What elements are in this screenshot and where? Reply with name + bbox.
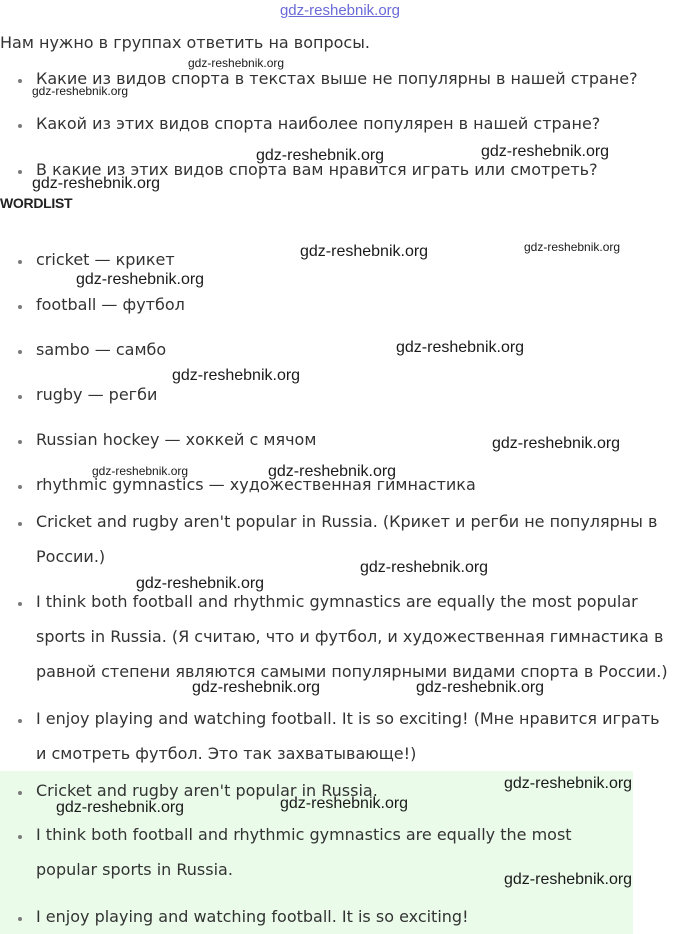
answer-text: I think both football and rhythmic gymnastics are equally the most popular sports in Russia. (Я считаю, что и футбол, и художественная гимнастика в равной степени являются самыми популярными видами спорта в России.) [36, 592, 668, 681]
answer-text: Cricket and rugby aren't popular in Russia. (Крикет и регби не популярны в России.) [36, 512, 658, 566]
watermark: gdz-reshebnik.org [396, 339, 525, 356]
bullet-icon [18, 350, 22, 354]
watermark: gdz-reshebnik.org [504, 871, 633, 888]
wordlist-entry: rugby — регби [36, 385, 158, 404]
watermark: gdz-reshebnik.org [300, 243, 429, 260]
bullet-icon [18, 485, 22, 489]
bullet-icon [18, 719, 22, 723]
wordlist-entry: Russian hockey — хоккей с мячом [36, 430, 317, 449]
watermark: gdz-reshebnik.org [56, 799, 185, 816]
wordlist-entry: football — футбол [36, 295, 185, 314]
watermark: gdz-reshebnik.org [492, 435, 621, 452]
answer-text: I enjoy playing and watching football. It is so exciting! [36, 907, 469, 926]
bullet-icon [18, 602, 22, 606]
question-text: В какие из этих видов спорта вам нравится играть или смотреть? [36, 160, 598, 179]
bullet-icon [18, 791, 22, 795]
answer-text: I enjoy playing and watching football. It is so exciting! (Мне нравится играть и смотреть футбол. Это так захватывающе!) [36, 709, 660, 763]
site-link[interactable]: gdz-reshebnik.org [279, 2, 401, 19]
watermark: gdz-reshebnik.org [268, 463, 397, 480]
bullet-icon [18, 440, 22, 444]
answer-text: I think both football and rhythmic gymnastics are equally the most popular sports in Russia. [36, 825, 572, 879]
watermark: gdz-reshebnik.org [360, 559, 489, 576]
wordlist-entry: rhythmic gymnastics — художественная гимнастика [36, 475, 476, 494]
watermark: gdz-reshebnik.org [172, 367, 301, 384]
bullet-icon [18, 124, 22, 128]
watermark: gdz-reshebnik.org [136, 575, 265, 592]
watermark: gdz-reshebnik.org [192, 679, 321, 696]
wordlist-entry: sambo — самбо [36, 340, 167, 359]
answer-text: Cricket and rugby aren't popular in Russia. [36, 781, 378, 800]
watermark: gdz-reshebnik.org [92, 464, 189, 478]
bullet-icon [18, 917, 22, 921]
watermark: gdz-reshebnik.org [188, 56, 285, 70]
wordlist-entry: cricket — крикет [36, 250, 175, 269]
watermark: gdz-reshebnik.org [256, 147, 385, 164]
watermark: gdz-reshebnik.org [32, 84, 129, 98]
question-text: Какие из видов спорта в текстах выше не популярны в нашей стране? [36, 69, 638, 88]
bullet-icon [18, 835, 22, 839]
bullet-icon [18, 395, 22, 399]
wordlist-heading: WORDLIST [0, 195, 73, 211]
watermark: gdz-reshebnik.org [416, 679, 545, 696]
intro-text: Нам нужно в группах ответить на вопросы. [0, 33, 370, 52]
watermark: gdz-reshebnik.org [481, 143, 610, 160]
bullet-icon [18, 170, 22, 174]
question-text: Какой из этих видов спорта наиболее популярен в нашей стране? [36, 114, 601, 133]
bullet-icon [18, 522, 22, 526]
watermark: gdz-reshebnik.org [32, 175, 161, 192]
bullet-icon [18, 260, 22, 264]
watermark: gdz-reshebnik.org [504, 775, 633, 792]
watermark: gdz-reshebnik.org [524, 240, 621, 254]
watermark: gdz-reshebnik.org [280, 795, 409, 812]
watermark: gdz-reshebnik.org [76, 271, 205, 288]
bullet-icon [18, 305, 22, 309]
bullet-icon [18, 79, 22, 83]
